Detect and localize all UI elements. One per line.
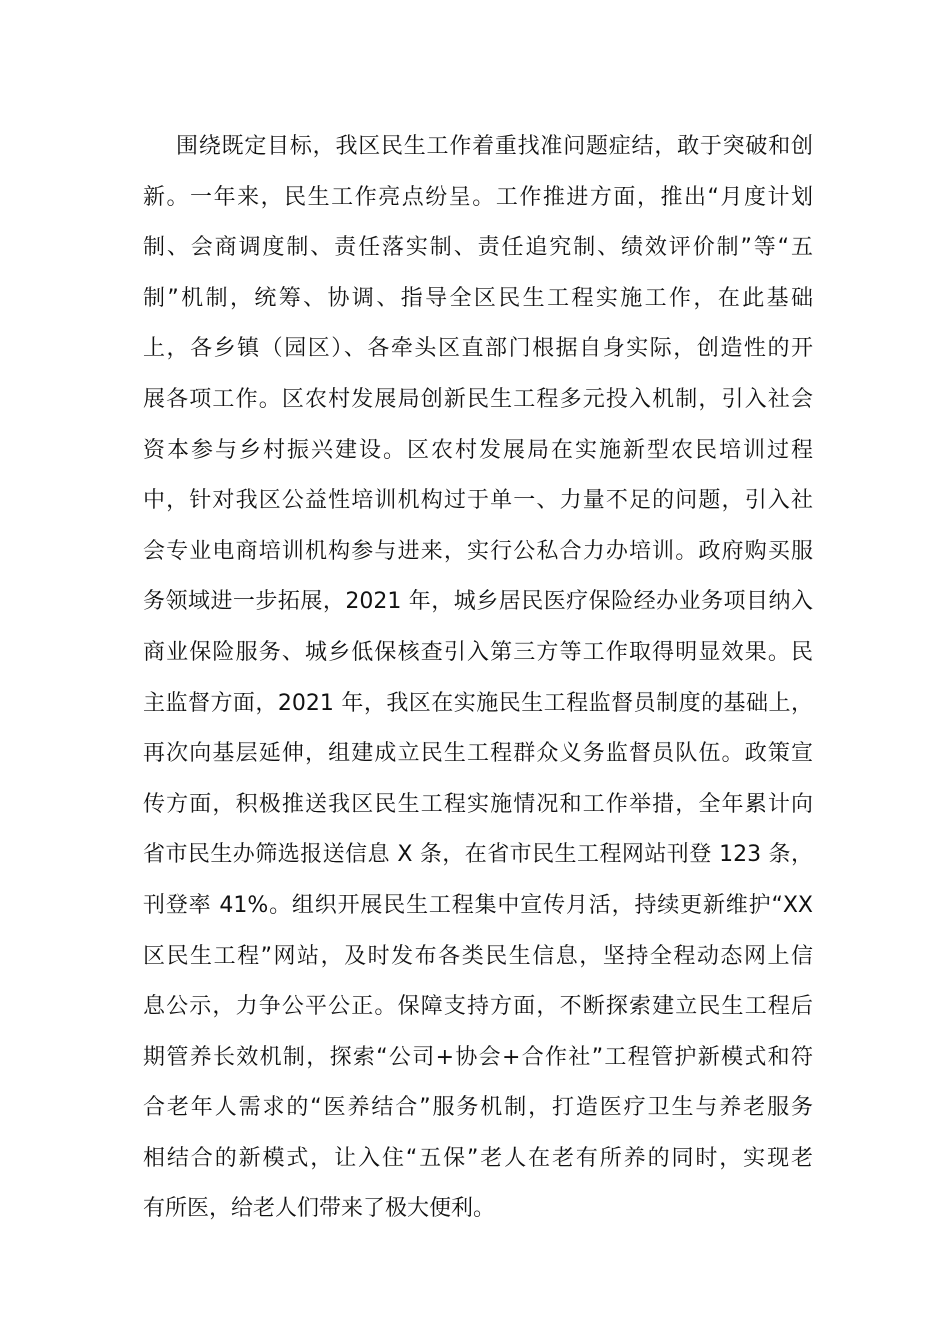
paragraph-line-13: 再次向基层延伸，组建成立民生工程群众义务监督员队伍。政策宣 [143, 741, 813, 767]
paragraph-line-21: 相结合的新模式，让入住“五保”老人在老有所养的同时，实现老 [143, 1145, 813, 1171]
paragraph-line-14: 传方面，积极推送我区民生工程实施情况和工作举措，全年累计向 [143, 791, 813, 817]
paragraph-line-22: 有所医，给老人们带来了极大便利。 [143, 1196, 496, 1222]
paragraph-line-4: 制”机制，统筹、协调、指导全区民生工程实施工作，在此基础 [143, 285, 813, 311]
paragraph-line-12: 主监督方面，2021 年，我区在实施民生工程监督员制度的基础上， [143, 690, 813, 716]
paragraph-line-16: 刊登率 41%。组织开展民生工程集中宣传月活，持续更新维护“XX [143, 892, 813, 918]
paragraph-line-6: 展各项工作。区农村发展局创新民生工程多元投入机制，引入社会 [143, 386, 813, 412]
paragraph-line-7: 资本参与乡村振兴建设。区农村发展局在实施新型农民培训过程 [143, 437, 813, 463]
paragraph-line-18: 息公示，力争公平公正。保障支持方面，不断探索建立民生工程后 [143, 994, 813, 1020]
paragraph-line-9: 会专业电商培训机构参与进来，实行公私合力办培训。政府购买服 [143, 538, 813, 564]
paragraph-line-5: 上，各乡镇（园区）、各牵头区直部门根据自身实际，创造性的开 [143, 336, 813, 362]
paragraph-line-11: 商业保险服务、城乡低保核查引入第三方等工作取得明显效果。民 [143, 639, 813, 665]
paragraph-line-1: 围绕既定目标，我区民生工作着重找准问题症结，敢于突破和创 [176, 134, 813, 159]
paragraph-line-10: 务领域进一步拓展，2021 年，城乡居民医疗保险经办业务项目纳入 [143, 589, 813, 615]
paragraph-line-15: 省市民生办筛选报送信息 X 条，在省市民生工程网站刊登 123 条， [143, 842, 813, 868]
paragraph-line-2: 新。一年来，民生工作亮点纷呈。工作推进方面，推出“月度计划 [143, 184, 813, 210]
paragraph-line-20: 合老年人需求的“医养结合”服务机制，打造医疗卫生与养老服务 [143, 1095, 813, 1121]
paragraph-line-19: 期管养长效机制，探索“公司+协会+合作社”工程管护新模式和符 [143, 1044, 813, 1070]
paragraph-line-17: 区民生工程”网站，及时发布各类民生信息，坚持全程动态网上信 [143, 943, 813, 969]
paragraph-line-8: 中，针对我区公益性培训机构过于单一、力量不足的问题，引入社 [143, 488, 813, 514]
paragraph-line-3: 制、会商调度制、责任落实制、责任追究制、绩效评价制”等“五 [143, 235, 813, 261]
body-paragraph [143, 122, 813, 1235]
